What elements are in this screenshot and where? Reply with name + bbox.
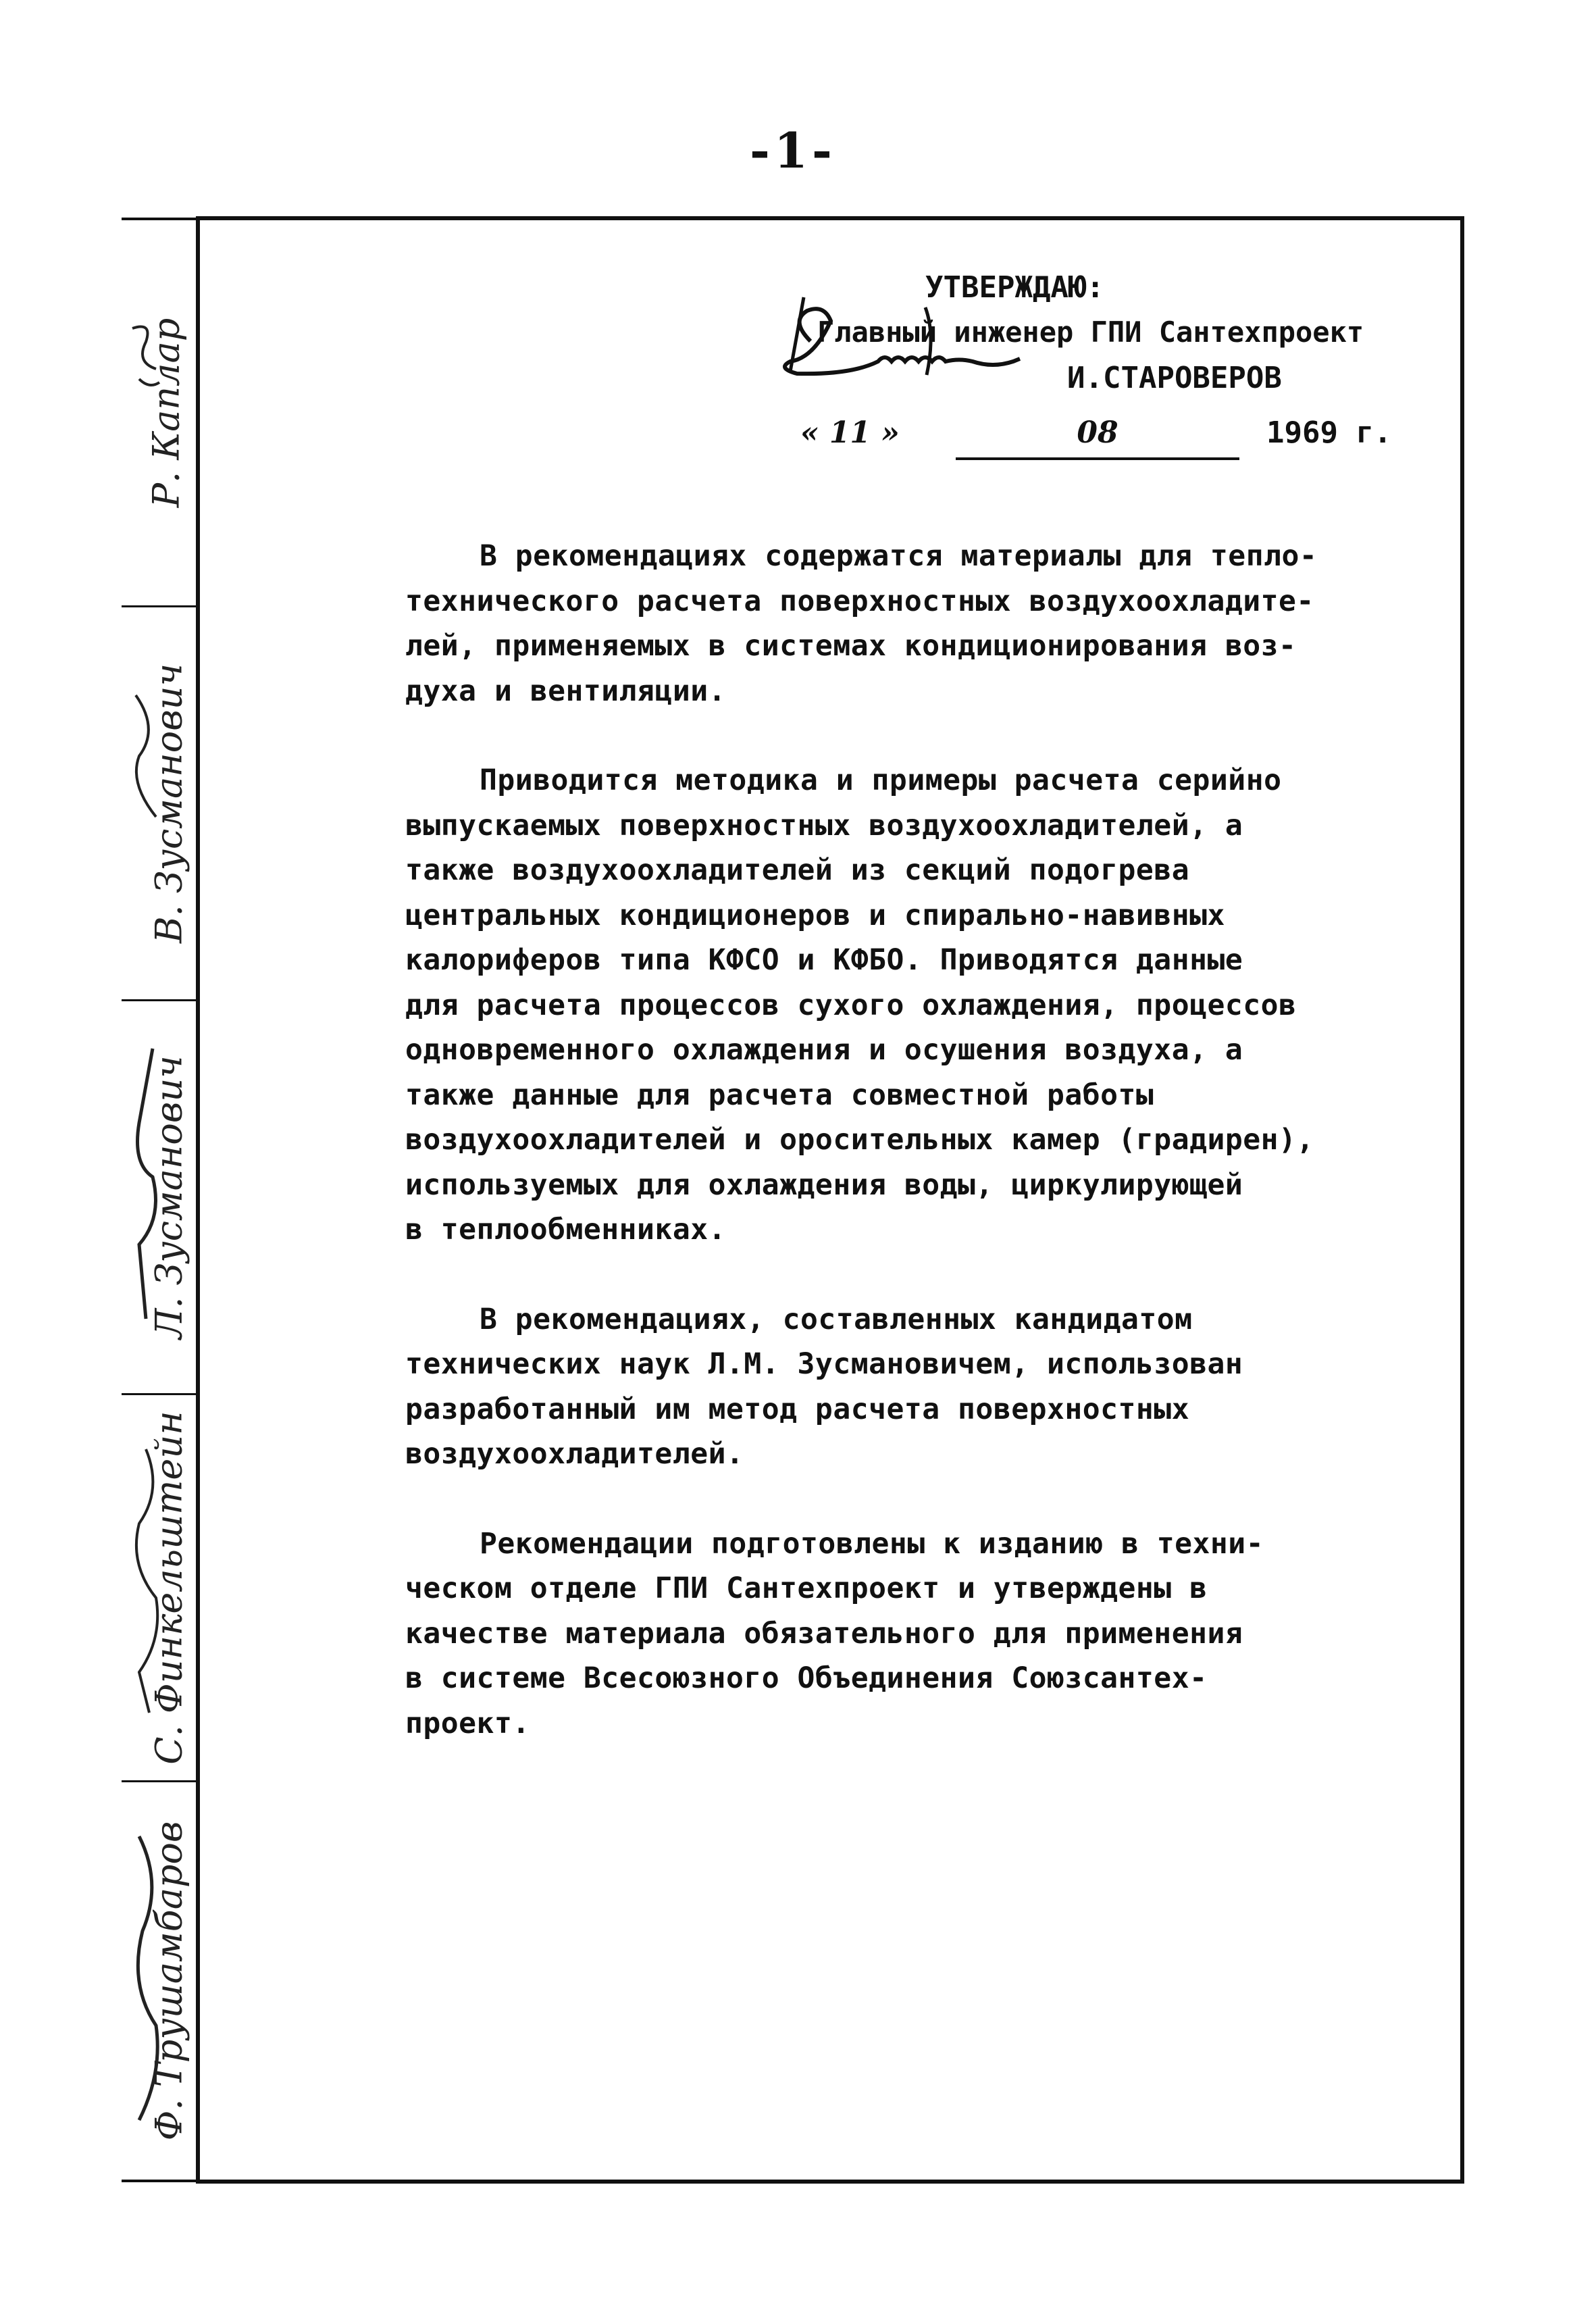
date-month: 08 [956, 416, 1239, 460]
signature-name: Л. Зусманович [147, 1055, 190, 1339]
paragraph-approval: Рекомендации подготовлены к изданию в техни- ческом отделе ГПИ Сантехпроект и утверждены в качестве материала обязательного для применения в системе Всесоюзного Объединения Союзсантех- проект. [405, 1526, 1264, 1740]
signature-name: С. Финкельштейн [147, 1411, 190, 1765]
signature-cell-zusmanovich-l [122, 1001, 197, 1393]
strip-bottom-line [122, 2180, 199, 2182]
page-number: -1- [750, 122, 836, 179]
approval-date [800, 416, 1442, 463]
signature-cell-trushambarov [122, 1782, 197, 2180]
signature-cell-kaplar [122, 220, 197, 605]
body-text [405, 534, 1418, 1790]
signature-strip [122, 220, 197, 2180]
paragraph-methods: Приводится методика и примеры расчета серийно выпускаемых поверхностных воздухоохладителей, а также воздухоохладителей из секций подогрева центральных кондиционеров и спирально-навивных калориферов типа КФСО и КФБО. Приводятся данные для расчета процессов сухого охлаждения, процессов одновременного охлаждения и осушения воздуха, а также данные для расчета совместной работы воздухоохладителей и оросительных камер (градирен), используемых для охлаждения воды, циркулирующей в теплообменниках. [405, 763, 1314, 1247]
approval-position: Главный инженер ГПИ Сантехпроект [817, 316, 1364, 349]
paragraph-author: В рекомендациях, составленных кандидатом технических наук Л.М. Зусмановичем, использован разработанный им метод расчета поверхностных воздухоохладителей. [405, 1302, 1243, 1471]
signature-name: Р. Каплар [145, 318, 188, 508]
signature-name: Ф. Трушамбаров [147, 1821, 190, 2141]
signature-cell-zusmanovich-v [122, 607, 197, 999]
approval-title: УТВЕРЖДАЮ: [925, 270, 1104, 305]
paragraph-intro: В рекомендациях содержатся материалы для тепло- технического расчета поверхностных воздухоохладите- лей, применяемых в системах кондиционирования воз- духа и вентиляции. [405, 539, 1318, 708]
signature-cell-finkelshtein [122, 1395, 197, 1780]
signature-name: В. Зусманович [147, 663, 190, 944]
approval-signature [750, 294, 1101, 388]
approval-name: И.СТАРОВЕРОВ [1067, 361, 1282, 395]
date-day: « 11 » [800, 416, 900, 450]
date-year: 1969 г. [1266, 416, 1392, 450]
